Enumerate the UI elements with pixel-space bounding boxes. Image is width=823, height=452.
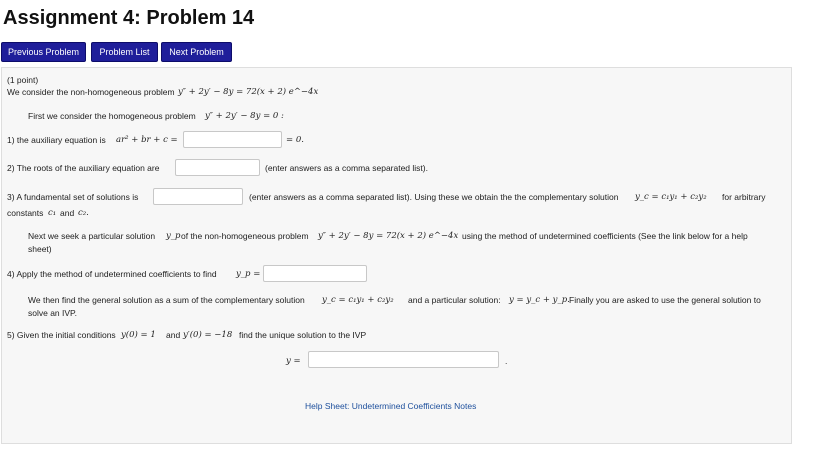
particular-equation: y″ + 2y′ − 8y = 72(x + 2) e^−4x bbox=[318, 231, 459, 241]
question-4-equation: y_p = bbox=[236, 269, 261, 279]
constant-c2: c₂. bbox=[78, 208, 89, 218]
particular-solution-input[interactable] bbox=[263, 265, 367, 282]
roots-input[interactable] bbox=[175, 159, 260, 176]
page-title: Assignment 4: Problem 14 bbox=[3, 7, 255, 29]
homogeneous-equation: y″ + 2y′ − 8y = 0 : bbox=[205, 111, 284, 121]
question-3-text: 3) A fundamental set of solutions is bbox=[7, 192, 139, 202]
general-text-3: Finally you are asked to use the general solution to bbox=[569, 295, 761, 305]
initial-condition-1: y(0) = 1 bbox=[121, 330, 156, 340]
fundamental-set-input[interactable] bbox=[153, 188, 243, 205]
question-1-equation: ar² + br + c = bbox=[116, 135, 178, 145]
particular-text-1: Next we seek a particular solution bbox=[28, 231, 156, 241]
particular-text-2: of the non-homogeneous problem bbox=[181, 231, 309, 241]
intro-equation: y″ + 2y′ − 8y = 72(x + 2) e^−4x bbox=[178, 87, 319, 97]
particular-text-3: using the method of undetermined coefficients (See the link below for a help bbox=[462, 231, 748, 241]
initial-conditions-and: and bbox=[166, 330, 181, 340]
question-3-hint: (enter answers as a comma separated list). Using these we obtain the the complementary solution bbox=[249, 192, 619, 202]
question-5-tail: find the unique solution to the IVP bbox=[239, 330, 367, 340]
question-2-hint: (enter answers as a comma separated list). bbox=[265, 163, 428, 173]
particular-symbol: y_p bbox=[166, 231, 181, 241]
question-5-text: 5) Given the initial conditions bbox=[7, 330, 116, 340]
particular-text-4: sheet) bbox=[28, 244, 52, 254]
help-sheet-link[interactable]: Help Sheet: Undetermined Coefficients Notes bbox=[305, 401, 477, 411]
general-text-1: We then find the general solution as a sum of the complementary solution bbox=[28, 295, 305, 305]
question-2-text: 2) The roots of the auxiliary equation are bbox=[7, 163, 160, 173]
previous-problem-button[interactable]: Previous Problem bbox=[1, 42, 86, 62]
general-text-2: and a particular solution: bbox=[408, 295, 501, 305]
constants-and: and bbox=[60, 208, 75, 218]
homogeneous-text: First we consider the homogeneous problem bbox=[28, 111, 196, 121]
complementary-equation: y_c = c₁y₁ + c₂y₂ bbox=[635, 192, 707, 202]
general-text-4: solve an IVP. bbox=[28, 308, 77, 318]
problem-panel bbox=[1, 67, 792, 444]
question-1-suffix: = 0. bbox=[286, 135, 304, 145]
auxiliary-equation-input[interactable] bbox=[183, 131, 282, 148]
ivp-period: . bbox=[505, 356, 508, 366]
ivp-solution-label: y = bbox=[286, 356, 301, 366]
problem-list-button[interactable]: Problem List bbox=[91, 42, 158, 62]
ivp-solution-input[interactable] bbox=[308, 351, 499, 368]
constant-c1: c₁ bbox=[48, 208, 57, 218]
initial-condition-2: y′(0) = −18 bbox=[183, 330, 233, 340]
next-problem-button[interactable]: Next Problem bbox=[161, 42, 232, 62]
constants-label: constants bbox=[7, 208, 44, 218]
points-label: (1 point) bbox=[7, 75, 39, 85]
general-solution-equation: y = y_c + y_p. bbox=[509, 295, 570, 305]
intro-text: We consider the non-homogeneous problem bbox=[7, 87, 175, 97]
question-3-tail: for arbitrary bbox=[722, 192, 766, 202]
question-1-text: 1) the auxiliary equation is bbox=[7, 135, 106, 145]
general-complementary-equation: y_c = c₁y₁ + c₂y₂ bbox=[322, 295, 394, 305]
question-4-text: 4) Apply the method of undetermined coefficients to find bbox=[7, 269, 217, 279]
